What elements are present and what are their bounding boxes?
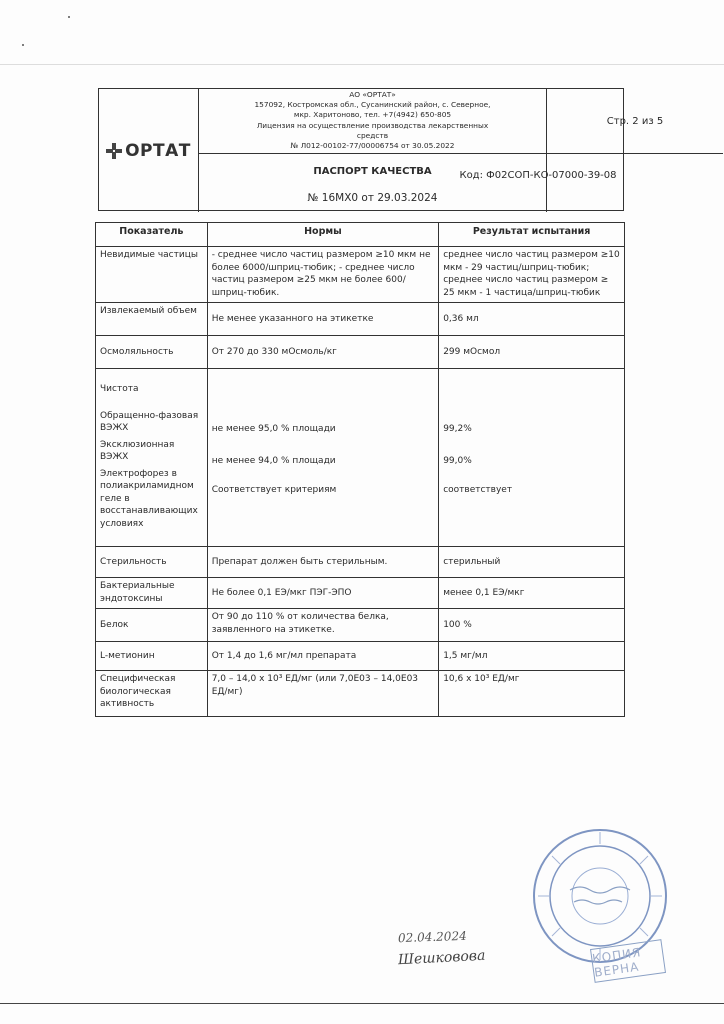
row-norm: 7,0 – 14,0 x 10³ ЕД/мг (или 7,0E03 – 14,0E03 ЕД/мг): [207, 671, 439, 717]
quality-table: [95, 222, 625, 717]
row-norm: От 90 до 110 % от количества белка, заявленного на этикетке.: [207, 609, 439, 642]
company-info: [199, 89, 547, 154]
purity-item-result: 99,2%: [443, 424, 472, 434]
document-header: [98, 88, 664, 211]
row-result: стерильный: [439, 547, 625, 578]
doc-title: ПАСПОРТ КАЧЕСТВА: [313, 166, 432, 177]
row-result: менее 0,1 ЕЭ/мкг: [439, 578, 625, 609]
column-header: Показатель: [96, 223, 208, 247]
row-name: Стерильность: [96, 547, 208, 578]
company-line: мкр. Харитоново, тел. +7(4942) 650-805: [293, 110, 452, 120]
row-name: Осмоляльность: [96, 336, 208, 369]
scan-speck: [22, 44, 24, 46]
company-line: средств: [356, 130, 389, 140]
scan-speck: [68, 16, 70, 18]
signature-name: Шешковова: [397, 947, 486, 969]
row-norm: Не менее указанного на этикетке: [207, 303, 439, 336]
company-line: АО «ОРТАТ»: [349, 90, 396, 99]
page-top-edge: [0, 64, 724, 65]
table-row: [96, 303, 625, 336]
row-result: 100 %: [439, 609, 625, 642]
doc-number: № 16МХ0 от 29.03.2024: [307, 192, 438, 204]
purity-item-norm: не менее 94,0 % площади: [211, 455, 336, 466]
row-norm: - среднее число частиц размером ≥10 мкм не более 6000/шприц-тюбик; - среднее число частиц размером ≥25 мкм не более 600/ шприц-тюбик.: [207, 247, 439, 303]
doc-title-cell: [199, 154, 547, 212]
row-name: Специфическая биологическая активность: [96, 671, 208, 717]
row-name: Бактериальные эндотоксины: [96, 578, 208, 609]
ortat-logo-icon: [106, 143, 122, 159]
row-result: 10,6 x 10³ ЕД/мг: [439, 671, 625, 717]
purity-item-result: соответствует: [443, 485, 513, 495]
table-row: [96, 336, 625, 369]
purity-item-result: 99,0%: [443, 455, 472, 466]
page-number: Стр. 2 из 5: [547, 89, 723, 154]
row-name: Белок: [96, 609, 208, 642]
signature-date: 02.04.2024: [397, 928, 467, 946]
table-row: [96, 547, 625, 578]
purity-norms: [207, 369, 439, 547]
doc-code: Код: Ф02СОП-КО-07000-39-08: [459, 170, 617, 181]
column-header: Нормы: [207, 223, 439, 247]
row-name: Невидимые частицы: [96, 247, 208, 303]
table-header-row: [96, 223, 625, 247]
row-name: L-метионин: [96, 642, 208, 671]
purity-item-name: Эксклюзионная ВЭЖХ: [100, 439, 175, 462]
table-row: [96, 578, 625, 609]
row-norm: От 1,4 до 1,6 мг/мл препарата: [207, 642, 439, 671]
table-row: [96, 609, 625, 642]
row-norm: От 270 до 330 мОсмоль/кг: [207, 336, 439, 369]
table-row: [96, 671, 625, 717]
purity-item-name: Электрофорез в полиакриламидном геле в восстанавливающих условиях: [100, 468, 198, 529]
company-line: Лицензия на осуществление производства лекарственных: [256, 120, 489, 130]
row-result: среднее число частиц размером ≥10 мкм - 29 частиц/шприц-тюбик; среднее число частиц размером ≥ 25 мкм - 1 частица/шприц-тюбик: [439, 247, 625, 303]
logo-text: ОРТАТ: [125, 140, 191, 161]
purity-results: [439, 369, 625, 547]
purity-title: Чистота: [100, 384, 139, 394]
purity-item-norm: не менее 95,0 % площади: [211, 424, 336, 434]
row-result: 0,36 мл: [439, 303, 625, 336]
purity-item-norm: Соответствует критериям: [211, 485, 337, 495]
copy-verified-stamp: КОПИЯ ВЕРНА: [590, 939, 666, 983]
company-line: № Л012-00102-77/00006754 от 30.05.2022: [290, 141, 455, 151]
row-result: 299 мОсмол: [439, 336, 625, 369]
row-norm: Препарат должен быть стерильным.: [207, 547, 439, 578]
table-row: [96, 642, 625, 671]
purity-names: [96, 369, 208, 547]
column-header: Результат испытания: [439, 223, 625, 247]
row-result: 1,5 мг/мл: [439, 642, 625, 671]
table-row: [96, 247, 625, 303]
company-line: 157092, Костромская обл., Сусанинский район, с. Северное,: [254, 100, 491, 110]
company-logo: [99, 89, 199, 212]
purity-row: [96, 369, 625, 547]
page-bottom-edge: [0, 1003, 724, 1004]
row-name: Извлекаемый объем: [96, 303, 208, 336]
row-norm: Не более 0,1 ЕЭ/мкг ПЭГ-ЭПО: [207, 578, 439, 609]
purity-item-name: Обращенно-фазовая ВЭЖХ: [100, 410, 199, 433]
